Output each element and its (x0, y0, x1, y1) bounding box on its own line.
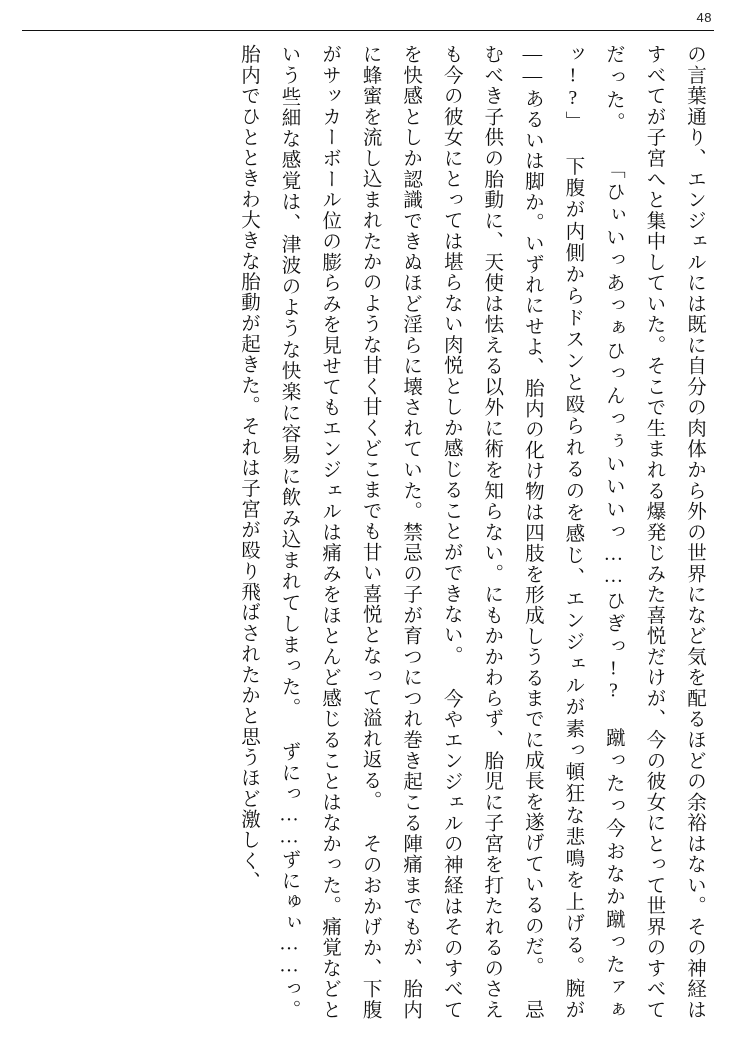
body-text (26, 44, 714, 1020)
header-rule (22, 30, 714, 31)
body-paragraph: の言葉通り、エンジェルには既に自分の肉体から外の世界になど気を配るほどの余裕はない。その神経はすべてが子宮へと集中していた。そこで生まれる爆発じみた喜悦だけが、今の彼女にとって世界のすべてだった。 「ひぃいっあっぁひっんっぅいいいっ……ひぎっ!? 蹴ったっ今おなか蹴ったァぁッ!?」 下腹が内側からドスンと殴られるのを感じ、エンジェルが素っ頓狂な悲鳴を上げる。腕が——あるいは脚か。いずれにせよ、胎内の化け物は四肢を形成しうるまでに成長を遂げているのだ。 忌むべき子供の胎動に、天使は怯える以外に術を知らない。にもかかわらず、胎児に子宮を打たれるのさえも今の彼女にとっては堪らない肉悦としか感じることができない。 今やエンジェルの神経はそのすべてを快感としか認識できぬほど淫らに壊されていた。禁忌の子が育つにつれ巻き起こる陣痛までもが、胎内に蜂蜜を流し込まれたかのような甘く甘くどこまでも甘い喜悦となって溢れ返る。 そのおかげか、下腹がサッカーボール位の膨らみを見せてもエンジェルは痛みをほとんど感じることはなかった。痛覚などという些細な感覚は、津波のような快楽に容易に飲み込まれてしまった。 ずにっ……ずにゅぃ……っ。 胎内でひとときわ大きな胎動が起きた。それは子宮が殴り飛ばされたかと思うほど激しく、 (237, 44, 705, 1020)
page-number: 48 (696, 10, 712, 25)
